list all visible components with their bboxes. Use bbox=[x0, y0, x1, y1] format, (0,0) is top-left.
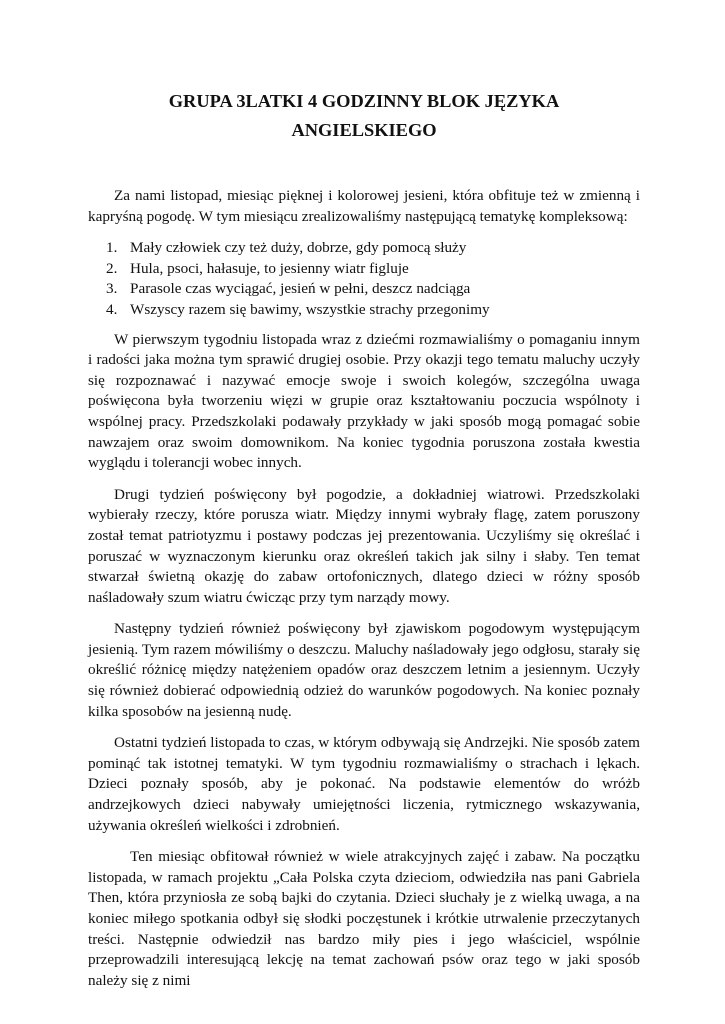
paragraph-week-1: W pierwszym tygodniu listopada wraz z dziećmi rozmawialiśmy o pomaganiu innym i radości jaka można tym sprawić drugiej osobie. Przy okazji tego tematu maluchy uczyły się rozpoznawać i nazywać emocje swoje i swoich kolegów, szczególna uwaga poświęcona była tworzeniu więzi w grupie oraz kształtowaniu poczucia wspólnoty i wspólnej pracy. Przedszkolaki podawały przykłady w jaki sposób mogą pomagać sobie nawzajem oraz swoim domownikom. Na koniec tygodnia poruszona została kwestia wyglądu i tolerancji wobec innych. bbox=[88, 330, 640, 472]
document-title: GRUPA 3LATKI 4 GODZINNY BLOK JĘZYKA ANGIELSKIEGO bbox=[168, 91, 560, 140]
list-item-number: 3. bbox=[106, 280, 118, 298]
list-item-text: Wszyscy razem się bawimy, wszystkie strachy przegonimy bbox=[130, 300, 490, 318]
list-item-text: Parasole czas wyciągać, jesień w pełni, deszcz nadciąga bbox=[130, 280, 471, 298]
paragraph-week-3: Następny tydzień również poświęcony był zjawiskom pogodowym występującym jesienią. Tym razem mówiliśmy o deszczu. Maluchy naśladowały jego odgłosu, starały się określić różnicę między natężeniem opadów oraz deszczem letnim a jesiennym. Uczyły się również dobierać odpowiednią odzież do warunków pogodowych. Na koniec poznały kilka sposobów na jesienną nudę. bbox=[88, 620, 640, 720]
list-item-number: 1. bbox=[106, 239, 118, 257]
list-item-text: Hula, psoci, hałasuje, to jesienny wiatr figluje bbox=[130, 259, 409, 277]
list-item-text: Mały człowiek czy też duży, dobrze, gdy pomocą służy bbox=[130, 239, 467, 257]
document-body bbox=[88, 186, 640, 991]
list-item bbox=[88, 259, 640, 280]
paragraph-week-2: Drugi tydzień poświęcony był pogodzie, a dokładniej wiatrowi. Przedszkolaki wybierały rzeczy, które porusza wiatr. Między innymi wybrały flagę, zatem poruszony został temat patriotyzmu i postawy podczas jej prezentowania. Uczyliśmy się określać i poruszać w wyznaczonym kierunku oraz określeń takich jak silny i słaby. Ten temat stwarzał świetną okazję do zabaw ortofonicznych, dlatego dzieci w różny sposób naśladowały szum wiatru ćwicząc przy tym narządy mowy. bbox=[88, 485, 640, 606]
intro-paragraph: Za nami listopad, miesiąc pięknej i kolorowej jesieni, która obfituje też w zmienną i kapryśną pogodę. W tym miesiącu zrealizowaliśmy następującą tematykę kompleksową: bbox=[88, 187, 640, 225]
topics-list bbox=[88, 238, 640, 320]
paragraph-week-4: Ostatni tydzień listopada to czas, w którym odbywają się Andrzejki. Nie sposób zatem pominąć tak istotnej tematyki. W tym tygodniu rozmawialiśmy o strachach i lękach. Dzieci poznały sposób, aby je pokonać. Na podstawie elementów do wróżb andrzejkowych dzieci nabywały umiejętności liczenia, rytmicznego wskazywania, używania określeń wielkości i zdrobnień. bbox=[88, 734, 640, 834]
list-item-number: 2. bbox=[106, 259, 118, 277]
list-item bbox=[88, 279, 640, 300]
document-page bbox=[88, 87, 640, 991]
list-item-number: 4. bbox=[106, 300, 118, 318]
list-item bbox=[88, 238, 640, 259]
paragraph-events: Ten miesiąc obfitował również w wiele atrakcyjnych zajęć i zabaw. Na początku listopada, w ramach projektu „Cała Polska czyta dzieciom, odwiedziła nas pani Gabriela Then, która przyniosła ze sobą bajki do czytania. Dzieci słuchały je z wielką uwaga, a na koniec miłego spotkania odbył się słodki poczęstunek i krótkie utrwalenie przeczytanych treści. Następnie odwiedził nas bardzo miły pies i jego właściciel, wspólnie przeprowadzili interesującą lekcję na temat zachowań psów oraz tego w jaki sposób należy się z nimi bbox=[88, 848, 640, 989]
list-item bbox=[88, 300, 640, 321]
